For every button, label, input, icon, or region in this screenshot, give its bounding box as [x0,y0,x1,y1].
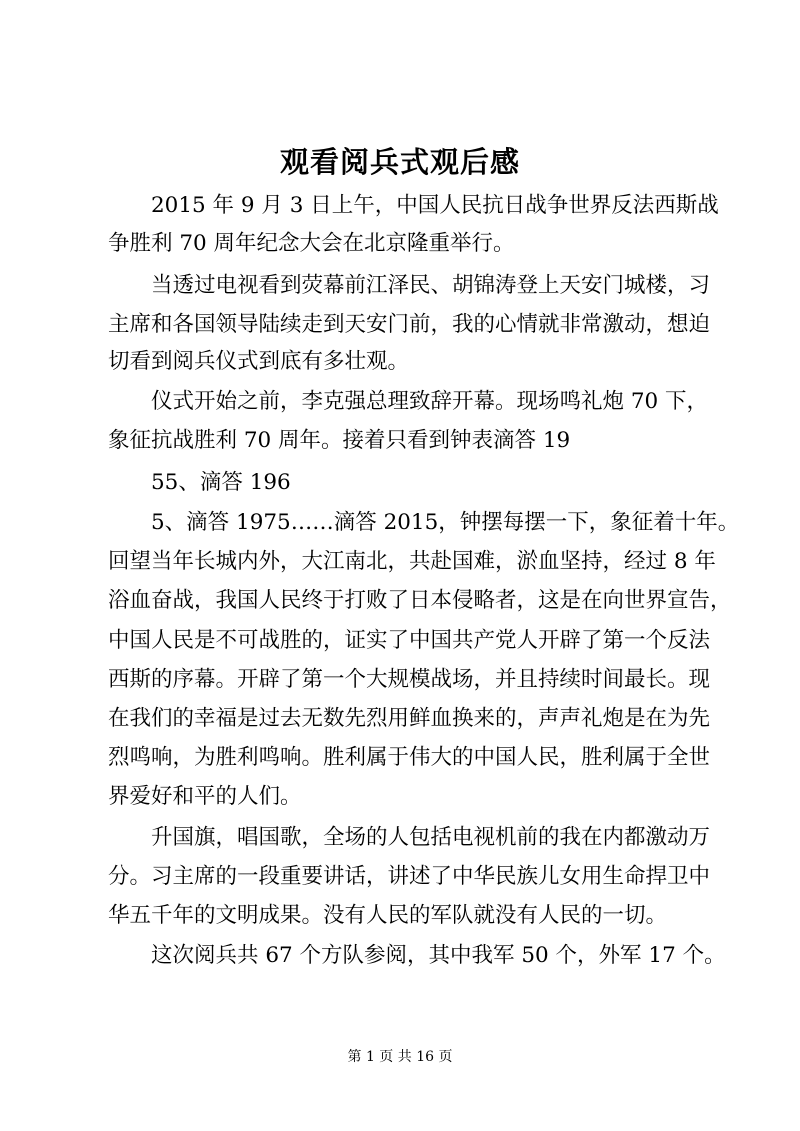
text-line: 分。习主席的一段重要讲话，讲述了中华民族儿女用生命捍卫中 [108,864,711,889]
text-line: 2015 年 9 月 3 日上午，中国人民抗日战争世界反法西斯战 [108,193,719,218]
text-line: 主席和各国领导陆续走到天安门前，我的心情就非常激动，想迫 [108,312,711,337]
text-line: 中国人民是不可战胜的，证实了中国共产党人开辟了第一个反法 [108,628,711,653]
text-line: 烈鸣响，为胜利鸣响。胜利属于伟大的中国人民，胜利属于全世 [108,745,711,770]
text-line: 界爱好和平的人们。 [108,784,302,809]
document-title: 观看阅兵式观后感 [279,145,520,179]
text-line: 仪式开始之前，李克强总理致辞开幕。现场鸣礼炮 70 下， [108,389,709,414]
text-line: 象征抗战胜利 70 周年。接着只看到钟表滴答 19 [108,428,571,453]
text-line: 55、滴答 196 [108,470,291,495]
text-line: 在我们的幸福是过去无数先烈用鲜血换来的，声声礼炮是在为先 [108,706,711,731]
text-line: 华五千年的文明成果。没有人民的军队就没有人民的一切。 [108,903,668,928]
text-line: 当透过电视看到荧幕前江泽民、胡锦涛登上天安门城楼，习 [108,273,711,298]
text-line: 争胜利 70 周年纪念大会在北京隆重举行。 [108,231,515,256]
text-line: 升国旗，唱国歌，全场的人包括电视机前的我在内都激动万 [108,825,711,850]
text-line: 浴血奋战，我国人民终于打败了日本侵略者，这是在向世界宣告， [108,588,732,613]
page-number-footer: 第 1 页 共 16 页 [347,1049,453,1065]
text-line: 西斯的序幕。开辟了第一个大规模战场，并且持续时间最长。现 [108,667,711,692]
text-line: 切看到阅兵仪式到底有多壮观。 [108,349,410,374]
text-line: 回望当年长城内外，大江南北，共赴国难，淤血坚持，经过 8 年 [108,549,716,574]
text-line: 5、滴答 1975……滴答 2015，钟摆每摆一下，象征着十年。 [108,510,740,535]
text-line: 这次阅兵共 67 个方队参阅，其中我军 50 个，外军 17 个。 [108,943,726,968]
